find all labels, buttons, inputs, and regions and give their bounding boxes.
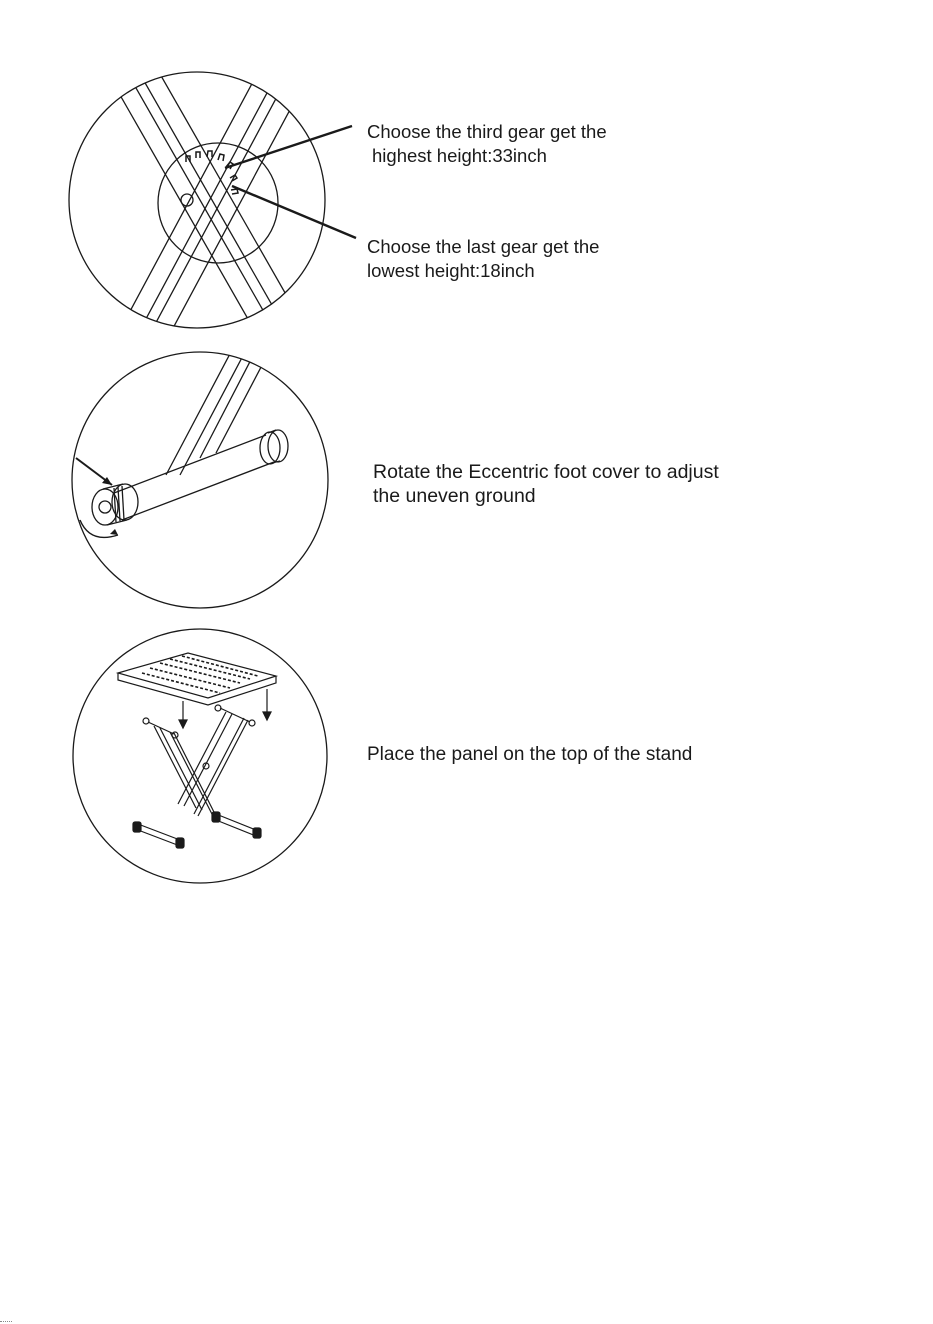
pointer-third-gear	[225, 126, 352, 168]
foot-cover-line-2: the uneven ground	[373, 485, 536, 507]
callout-lowest-height	[367, 235, 599, 283]
place-panel-caption	[367, 743, 692, 767]
foot-cover-illustration	[70, 350, 335, 612]
callout-high-line-1: Choose the third gear get the	[367, 121, 607, 142]
foot-cover-caption	[373, 460, 719, 508]
step-place-panel	[0, 625, 933, 890]
place-panel-text: Place the panel on the top of the stand	[367, 744, 693, 765]
callout-highest-height	[367, 120, 607, 168]
callout-low-line-1: Choose the last gear get the	[367, 236, 600, 257]
panel-placement-illustration	[70, 628, 335, 888]
callout-high-line-2: highest height:33inch	[372, 145, 547, 166]
step-foot-cover	[0, 345, 933, 615]
step-gear-height	[0, 0, 933, 340]
callout-low-line-2: lowest height:18inch	[367, 260, 535, 281]
gear-detail-illustration	[60, 70, 380, 340]
foot-cover-line-1: Rotate the Eccentric foot cover to adjust	[373, 461, 719, 483]
